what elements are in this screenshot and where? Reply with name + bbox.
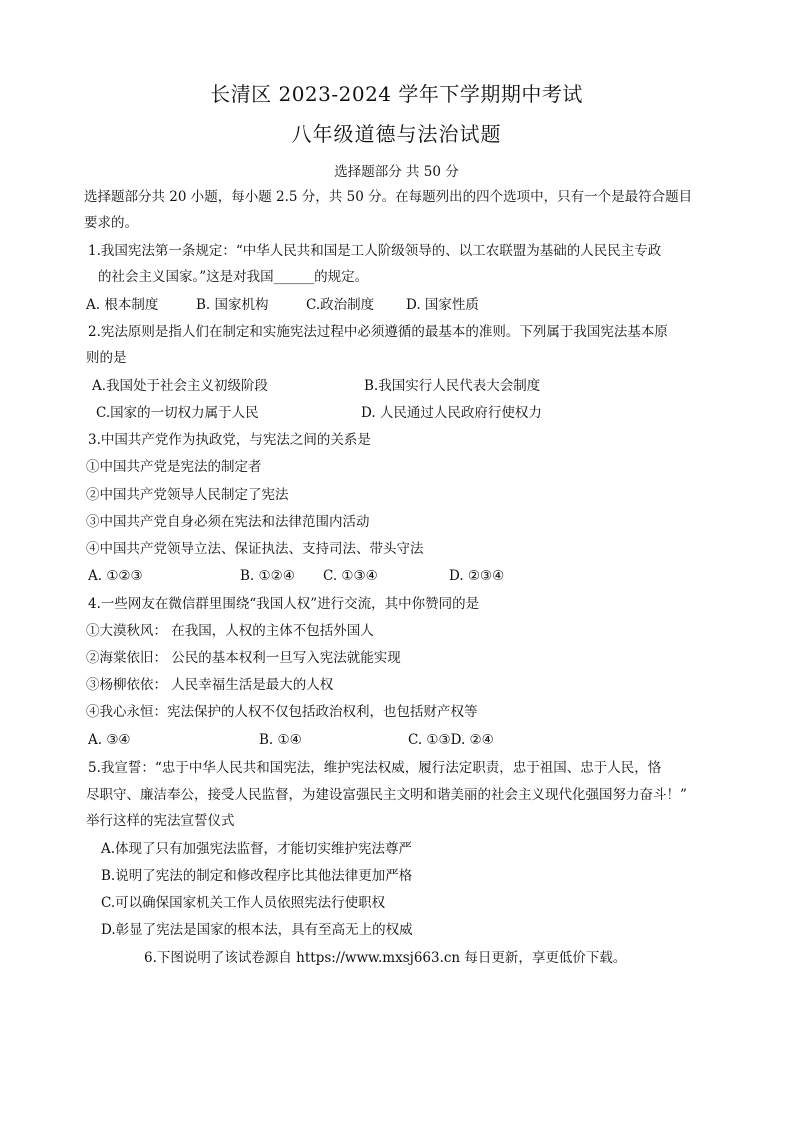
q6-stem: 6.下图说明了该试卷源自 https://www.mxsj663.cn 每日更新，享更低价下载。 [144, 950, 627, 966]
q5-option-b: B.说明了宪法的制定和修改程序比其他法律更加严格 [101, 868, 413, 884]
q2-option-a: A.我国处于社会主义初级阶段 [92, 378, 269, 394]
q5-option-a: A.体现了只有加强宪法监督，才能切实维护宪法尊严 [101, 841, 413, 857]
q3-stem: 3.中国共产党作为执政党，与宪法之间的关系是 [88, 432, 371, 448]
q4-option-b: B. ①④ [259, 732, 302, 748]
q2-option-c: C.国家的一切权力属于人民 [96, 405, 259, 421]
q3-statement-4: ④中国共产党领导立法、保证执法、支持司法、带头守法 [86, 541, 424, 557]
section-heading: 选择题部分 共 50 分 [334, 164, 459, 180]
q5-stem-line-1: 5.我宣誓：“忠于中华人民共和国宪法，维护宪法权威，履行法定职责，忠于祖国、忠于人民，恪 [88, 760, 662, 776]
q3-option-a: A. ①②③ [88, 568, 143, 584]
q1-stem-line-2: 的社会主义国家。”这是对我国______的规定。 [98, 269, 369, 285]
instructions-line-2: 要求的。 [84, 215, 138, 231]
q1-option-b: B. 国家机构 [196, 297, 269, 313]
instructions-line-1: 选择题部分共 20 小题，每小题 2.5 分，共 50 分。在每题列出的四个选项中，只有一个是最符合题目 [84, 189, 693, 205]
q3-option-b: B. ①②④ [240, 568, 295, 584]
exam-title: 长清区 2023-2024 学年下学期期中考试 [210, 82, 583, 106]
q3-option-d: D. ②③④ [449, 568, 505, 584]
q4-stem: 4.一些网友在微信群里围绕“我国人权”进行交流，其中你赞同的是 [88, 596, 480, 612]
q4-statement-1: ①大漠秋风： 在我国，人权的主体不包括外国人 [86, 623, 374, 639]
q2-option-d: D. 人民通过人民政府行使权力 [361, 405, 542, 421]
q5-stem-line-3: 举行这样的宪法宣誓仪式 [86, 813, 235, 829]
q3-statement-3: ③中国共产党自身必须在宪法和法律范围内活动 [86, 514, 370, 530]
q4-option-a: A. ③④ [88, 732, 131, 748]
q4-statement-3: ③杨柳依依： 人民幸福生活是最大的人权 [86, 677, 334, 693]
q4-statement-2: ②海棠依旧： 公民的基本权利一旦写入宪法就能实现 [86, 650, 401, 666]
q5-stem-line-2: 尽职守、廉洁奉公，接受人民监督，为建设富强民主文明和谐美丽的社会主义现代化强国努力奋斗！” [86, 787, 687, 803]
q1-option-d: D. 国家性质 [406, 297, 479, 313]
q2-stem-line-2: 则的是 [86, 350, 127, 366]
q1-option-a: A. 根本制度 [86, 297, 159, 313]
q4-option-cd: C. ①③D. ②④ [408, 732, 494, 748]
q3-statement-2: ②中国共产党领导人民制定了宪法 [86, 487, 289, 503]
q5-option-c: C.可以确保国家机关工作人员依照宪法行使职权 [101, 895, 386, 911]
q3-option-c: C. ①③④ [323, 568, 378, 584]
q1-option-c: C.政治制度 [306, 297, 375, 313]
q3-statement-1: ①中国共产党是宪法的制定者 [86, 459, 262, 475]
exam-subtitle: 八年级道德与法治试题 [291, 122, 502, 146]
q2-stem-line-1: 2.宪法原则是指人们在制定和实施宪法过程中必须遵循的最基本的准则。下列属于我国宪法基本原 [88, 324, 668, 340]
q1-stem-line-1: 1.我国宪法第一条规定：“中华人民共和国是工人阶级领导的、以工农联盟为基础的人民民主专政 [88, 243, 662, 259]
q4-statement-4: ④我心永恒：宪法保护的人权不仅包括政治权利，也包括财产权等 [86, 704, 478, 720]
q2-option-b: B.我国实行人民代表大会制度 [364, 378, 541, 394]
q5-option-d: D.彰显了宪法是国家的根本法，具有至高无上的权威 [101, 922, 413, 938]
